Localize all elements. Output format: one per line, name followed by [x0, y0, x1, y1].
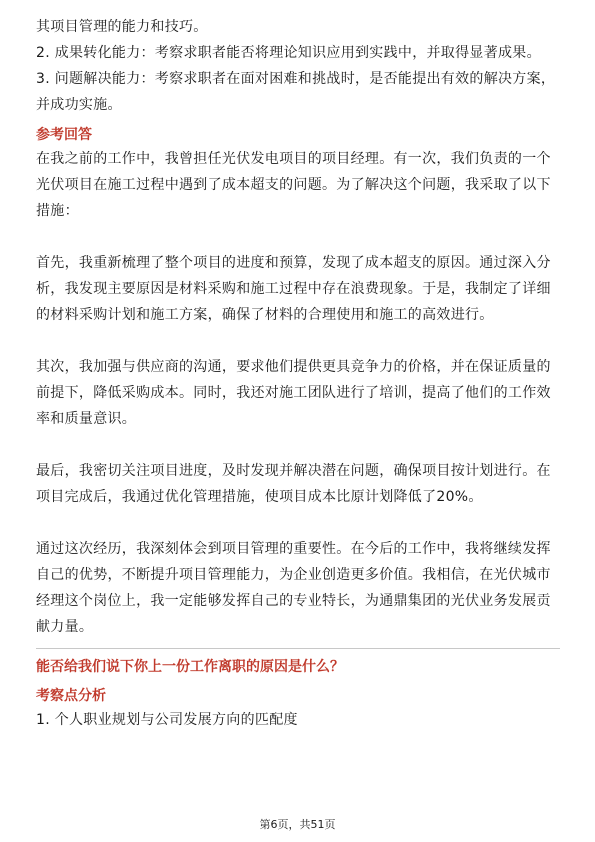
answer-paragraph-1: 在我之前的工作中，我曾担任光伏发电项目的项目经理。有一次，我们负责的一个光伏项目在施工过程中遇到了成本超支的问题。为了解决这个问题，我采取了以下措施：: [36, 151, 551, 219]
analysis-heading: 考察点分析: [36, 688, 106, 704]
page-number-footer: 第6页，共51页: [259, 818, 336, 831]
section-divider: [36, 648, 560, 649]
continued-line: 其项目管理的能力和技巧。: [36, 19, 208, 35]
paragraph-spacer: [36, 510, 560, 536]
answer-paragraph-5: 通过这次经历，我深刻体会到项目管理的重要性。在今后的工作中，我将继续发挥自己的优势，不断提升项目管理能力，为企业创造更多价值。我相信，在光伏城市经理这个岗位上，我一定能够发挥自己的专业特长，为通鼎集团的光伏业务发展贡献力量。: [36, 541, 551, 635]
question-title: 能否给我们说下你上一份工作离职的原因是什么？: [36, 659, 344, 675]
criteria-item-3: 3. 问题解决能力：考察求职者在面对困难和挑战时，是否能提出有效的解决方案，并成功实施。: [36, 71, 556, 113]
paragraph-spacer: [36, 328, 560, 354]
reference-answer-heading: 参考回答: [36, 127, 92, 143]
paragraph-spacer: [36, 432, 560, 458]
document-page: [36, 14, 560, 733]
answer-paragraph-3: 其次，我加强与供应商的沟通，要求他们提供更具竞争力的价格，并在保证质量的前提下，降低采购成本。同时，我还对施工团队进行了培训，提高了他们的工作效率和质量意识。: [36, 359, 551, 427]
criteria-item-2: 2. 成果转化能力：考察求职者能否将理论知识应用到实践中，并取得显著成果。: [36, 45, 541, 61]
answer-paragraph-2: 首先，我重新梳理了整个项目的进度和预算，发现了成本超支的原因。通过深入分析，我发现主要原因是材料采购和施工过程中存在浪费现象。于是，我制定了详细的材料采购计划和施工方案，确保了材料的合理使用和施工的高效进行。: [36, 255, 551, 323]
paragraph-spacer: [36, 224, 560, 250]
analysis-item-1: 1. 个人职业规划与公司发展方向的匹配度: [36, 712, 298, 728]
answer-paragraph-4: 最后，我密切关注项目进度，及时发现并解决潜在问题，确保项目按计划进行。在项目完成后，我通过优化管理措施，使项目成本比原计划降低了20%。: [36, 463, 551, 505]
